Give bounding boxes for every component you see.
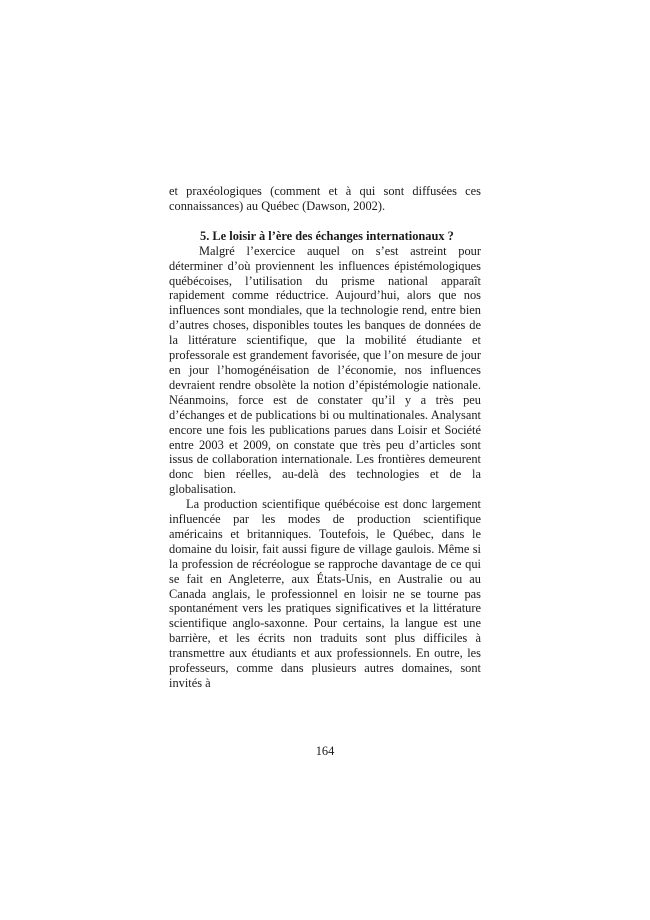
- paragraph: Malgré l’exercice auquel on s’est astreint pour déterminer d’où proviennent les influences épistémologiques québécoises, l’utilisation du prisme national apparaît rapidement comme réductrice. Aujourd’hui, alors que nos influences sont mondiales, que la technologie rend, entre bien d’autres choses, disponibles toutes les banques de données de la littérature scientifique, que la mobilité étudiante et professorale est grandement favorisée, que l’on mesure de jour en jour l’homogénéisation de l’économie, nos influences devraient rendre obsolète la notion d’épistémologie nationale. Néanmoins, force est de constater qu’il y a très peu d’échanges et de publications bi ou multinationales. Analysant encore une fois les publications parues dans Loisir et Société entre 2003 et 2009, on constate que très peu d’articles sont issus de collaboration internationale. Les frontières demeurent donc bien réelles, au-delà des technologies et de la globalisation.: [169, 243, 481, 497]
- opening-paragraph: et praxéologiques (comment et à qui sont diffusées ces connaissances) au Québec (Dawson, 2002).: [169, 184, 481, 213]
- paragraph: La production scientifique québécoise est donc largement influencée par les modes de production scientifique américains et britanniques. Toutefois, le Québec, dans le domaine du loisir, fait aussi figure de village gaulois. Même si la profession de récréologue se rapproche davantage de ce qui se fait en Angleterre, aux États-Unis, en Australie ou au Canada anglais, le professionnel en loisir ne se tourne pas spontanément vers les pratiques significatives et la littérature scientifique anglo-saxonne. Pour certains, la langue est une barrière, et les écrits non traduits sont plus difficiles à transmettre aux étudiants et aux professionnels. En outre, les professeurs, comme dans plusieurs autres domaines, sont invités à: [169, 497, 481, 690]
- page-number: 164: [315, 744, 335, 758]
- section-heading: 5. Le loisir à l’ère des échanges internationaux ?: [200, 228, 454, 243]
- body-text: [169, 184, 481, 691]
